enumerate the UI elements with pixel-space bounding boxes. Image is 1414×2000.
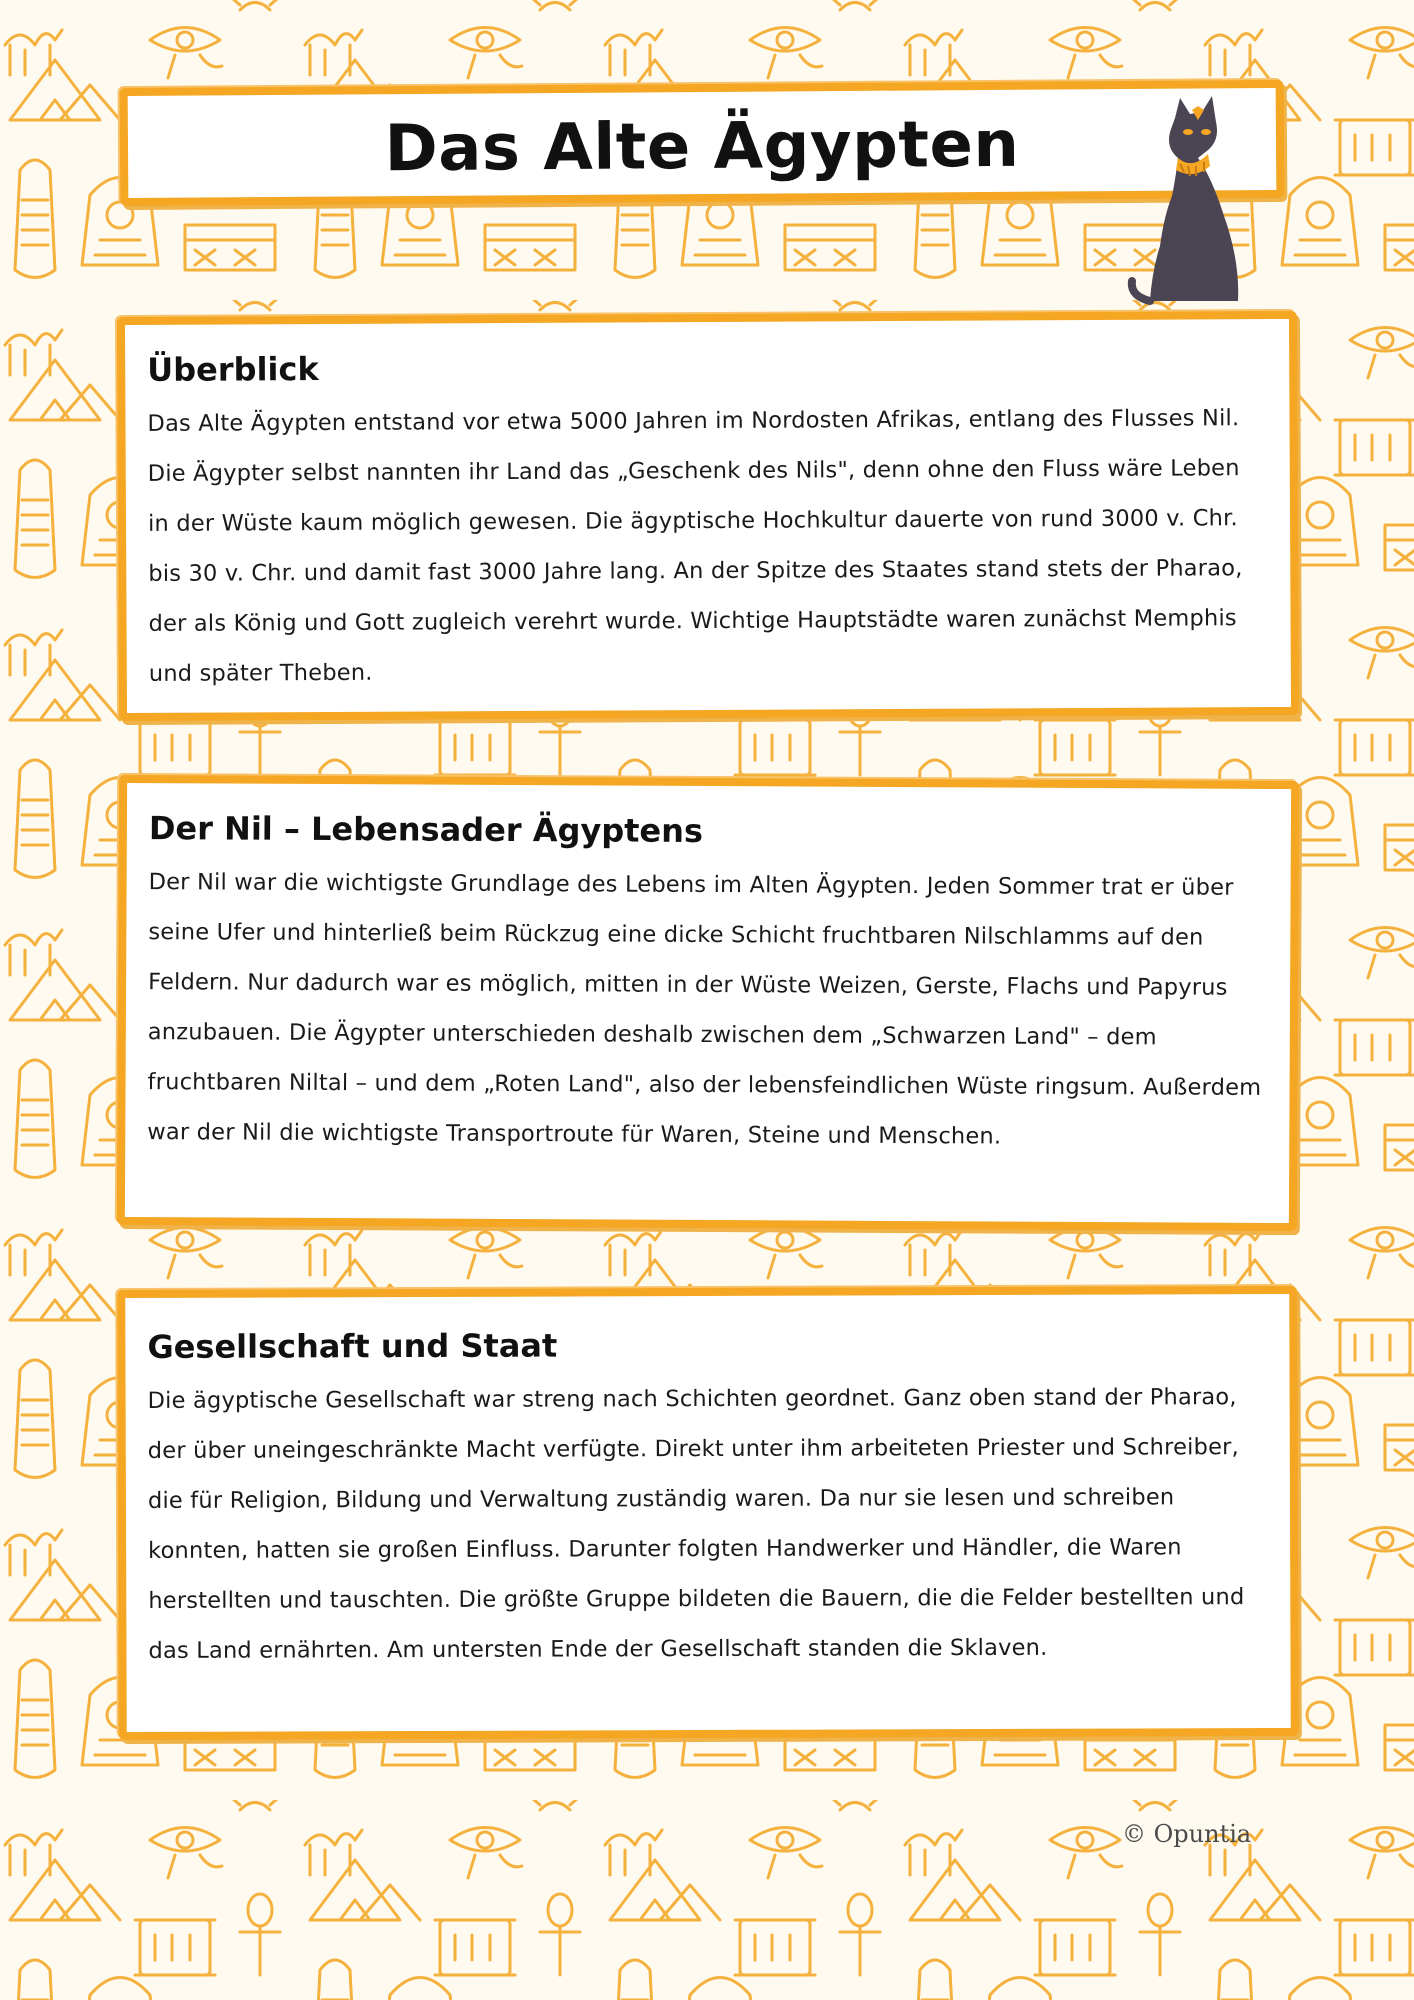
section-heading: Gesellschaft und Staat — [147, 1326, 558, 1366]
section-society — [117, 1286, 1299, 1740]
section-overview — [117, 311, 1299, 721]
copyright-notice: © Opuntia — [1122, 1820, 1252, 1848]
section-nile — [117, 775, 1299, 1231]
section-body: Der Nil war die wichtigste Grundlage des Lebens im Alten Ägypten. Jeden Sommer trat er über seine Ufer und hinterließ beim Rückzug eine dicke Schicht fruchtbaren Nilschlamms auf den Feldern. Nur dadurch war es möglich, mitten in der Wüste Weizen, Gerste, Flachs und Papyrus anzubauen. Die Ägypter unterschieden deshalb zwischen dem „Schwarzen Land" – dem fruchtbaren Niltal – und dem „Roten Land", also der lebensfeindlichen Wüste ringsum. Außerdem war der Nil die wichtigste Transportroute für Waren, Steine und Menschen. — [147, 869, 1262, 1150]
title-box — [120, 80, 1285, 206]
section-body: Das Alte Ägypten entstand vor etwa 5000 Jahren im Nordosten Afrikas, entlang des Flusses Nil. Die Ägypter selbst nannten ihr Land das „Geschenk des Nils", denn ohne den Fluss wäre Leben in der Wüste kaum möglich gewesen. Die ägyptische Hochkultur dauerte von rund 3000 v. Chr. bis 30 v. Chr. und damit fast 3000 Jahre lang. An der Spitze des Staates stand stets der Pharao, der als König und Gott zugleich verehrt wurde. Wichtige Hauptstädte waren zunächst Memphis und später Theben. — [147, 405, 1243, 687]
page-title: Das Alte Ägypten — [384, 107, 1020, 187]
section-body: Die ägyptische Gesellschaft war streng nach Schichten geordnet. Ganz oben stand der Pharao, der über uneingeschränkte Macht verfügte. Direkt unter ihm arbeiteten Priester und Schreiber, die für Religion, Bildung und Verwaltung zuständig waren. Da nur sie lesen und schreiben konnten, hatten sie großen Einfluss. Darunter folgten Handwerker und Händler, die Waren herstellten und tauschten. Die größte Gruppe bildeten die Bauern, die die Felder bestellten und das Land ernährten. Am untersten Ende der Gesellschaft standen die Sklaven. — [147, 1384, 1245, 1664]
section-heading: Der Nil – Lebensader Ägyptens — [148, 809, 704, 850]
black-cat-icon — [1120, 96, 1250, 308]
section-heading: Überblick — [147, 350, 319, 389]
